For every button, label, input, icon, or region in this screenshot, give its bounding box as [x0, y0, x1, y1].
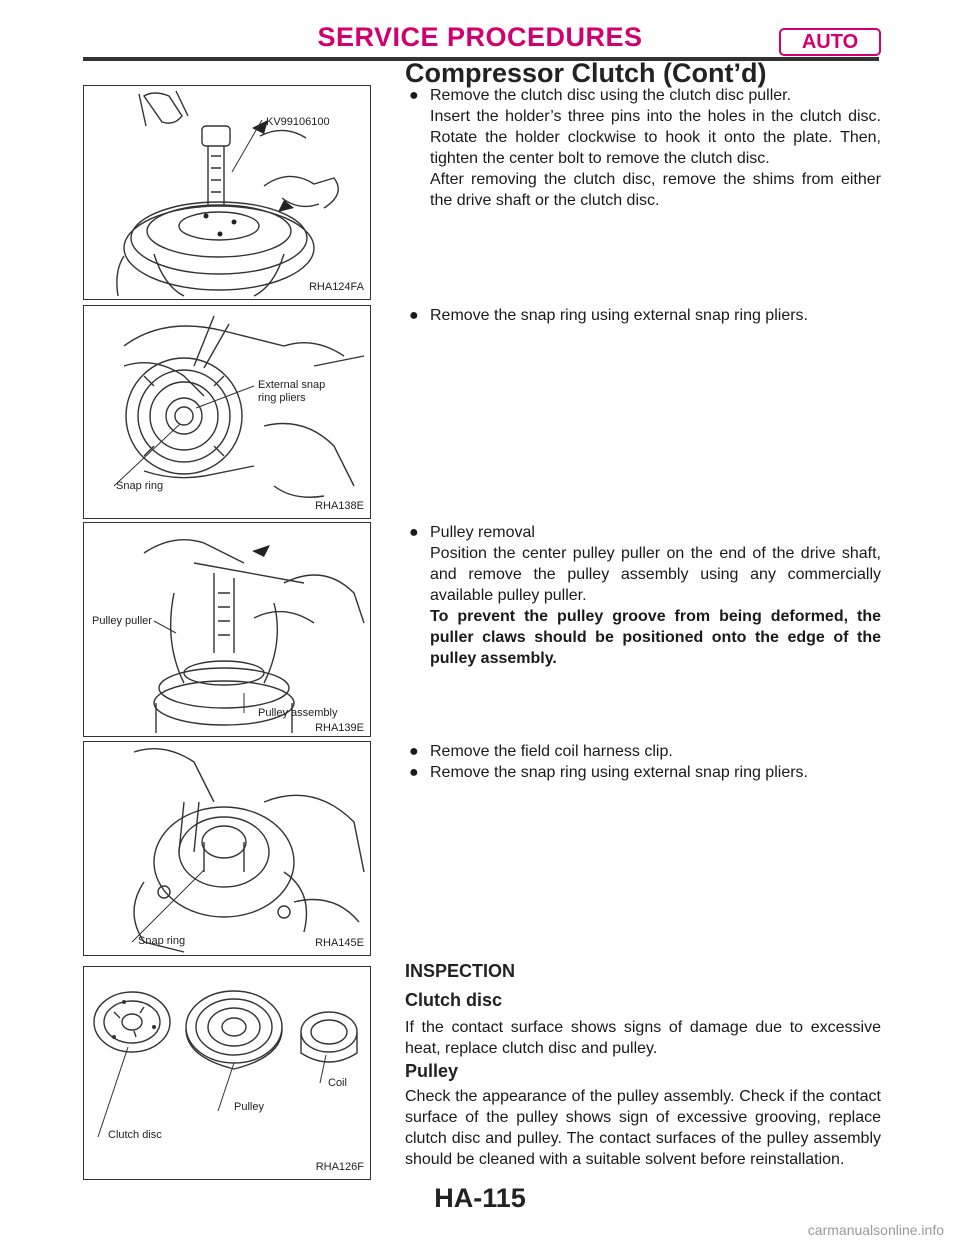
section-title: Compressor Clutch (Cont’d): [405, 58, 767, 88]
step-instruction: Position the center pulley puller on the end of the drive shaft, and remove the pulley assembly using any commercially available pulley puller.: [430, 545, 881, 604]
figure-snap-ring-pliers: [83, 305, 371, 519]
callout-external-snap-ring-pliers-line1: External snap: [258, 379, 326, 391]
clutch-disc-heading: Clutch disc: [405, 990, 503, 1010]
field-coil-illustration: [84, 742, 370, 955]
figure-code: RHA124FA: [308, 281, 364, 293]
inspection-parts-illustration: [84, 967, 370, 1179]
callout-coil: Coil: [328, 1077, 347, 1089]
figure-code: RHA126F: [315, 1161, 364, 1173]
callout-snap-ring: Snap ring: [138, 935, 186, 947]
figure-field-coil-snap-ring: [83, 741, 371, 956]
callout-clutch-disc: Clutch disc: [108, 1129, 162, 1141]
figure-code: RHA145E: [315, 937, 364, 949]
callout-snap-ring: Snap ring: [116, 480, 164, 492]
callout-pulley-puller: Pulley puller: [92, 615, 152, 627]
bullet-dot: ●: [409, 87, 419, 104]
figure-pulley-puller: [83, 522, 371, 737]
pulley-heading: Pulley: [405, 1061, 459, 1081]
bullet-dot: ●: [409, 743, 419, 760]
inspection-heading: INSPECTION: [405, 961, 516, 981]
step-title: Remove the clutch disc using the clutch disc puller.: [430, 87, 792, 104]
auto-badge: AUTO: [779, 28, 881, 56]
callout-pulley: Pulley: [234, 1101, 264, 1113]
inspection-section: [405, 961, 881, 1170]
step-instruction: Remove the snap ring using external snap ring pliers.: [430, 307, 808, 324]
step-instruction: Insert the holder’s three pins into the holes in the clutch disc. Rotate the holder clockwise to hook it onto the plate. Then, tighten the center bolt to remove the clutch disc.: [430, 108, 881, 167]
figure-inspection-parts: [83, 966, 371, 1180]
callout-external-snap-ring-pliers-line2: ring pliers: [258, 392, 306, 404]
figure-code: RHA139E: [315, 722, 364, 734]
callout-pulley-assembly: Pulley assembly: [258, 707, 338, 719]
page-number: HA-115: [434, 1183, 526, 1213]
figure-code: RHA138E: [315, 500, 364, 512]
step-remove-clutch-disc: [405, 85, 881, 211]
clutch-disc-text: If the contact surface shows signs of damage due to excessive heat, replace clutch disc and pulley.: [405, 1019, 881, 1057]
step-remove-snap-ring: [405, 305, 881, 326]
step-caution: To prevent the pulley groove from being deformed, the puller claws should be positioned onto the edge of the pulley assembly.: [430, 608, 881, 667]
pulley-puller-illustration: [84, 523, 370, 736]
step-pulley-removal: [405, 522, 881, 669]
step-title: Pulley removal: [430, 524, 535, 541]
callout-kv99106100: KV99106100: [266, 116, 330, 128]
bullet-dot: ●: [409, 307, 419, 324]
step-instruction: Remove the field coil harness clip.: [430, 743, 673, 760]
page-header-title: SERVICE PROCEDURES: [317, 22, 643, 52]
step-instruction: Remove the snap ring using external snap ring pliers.: [430, 764, 808, 781]
bullet-dot: ●: [409, 764, 419, 781]
watermark: carmanualsonline.info: [807, 1222, 944, 1238]
step-field-coil: [405, 741, 881, 783]
step-instruction: After removing the clutch disc, remove the shims from either the drive shaft or the clutch disc.: [430, 171, 881, 209]
figure-clutch-disc-puller: [83, 85, 371, 300]
bullet-dot: ●: [409, 524, 419, 541]
pulley-text: Check the appearance of the pulley assembly. Check if the contact surface of the pulley shows sign of excessive grooving, replace clutch disc and pulley. The contact surfaces of the pulley assembly should be cleaned with a suitable solvent before reinstallation.: [405, 1088, 881, 1168]
